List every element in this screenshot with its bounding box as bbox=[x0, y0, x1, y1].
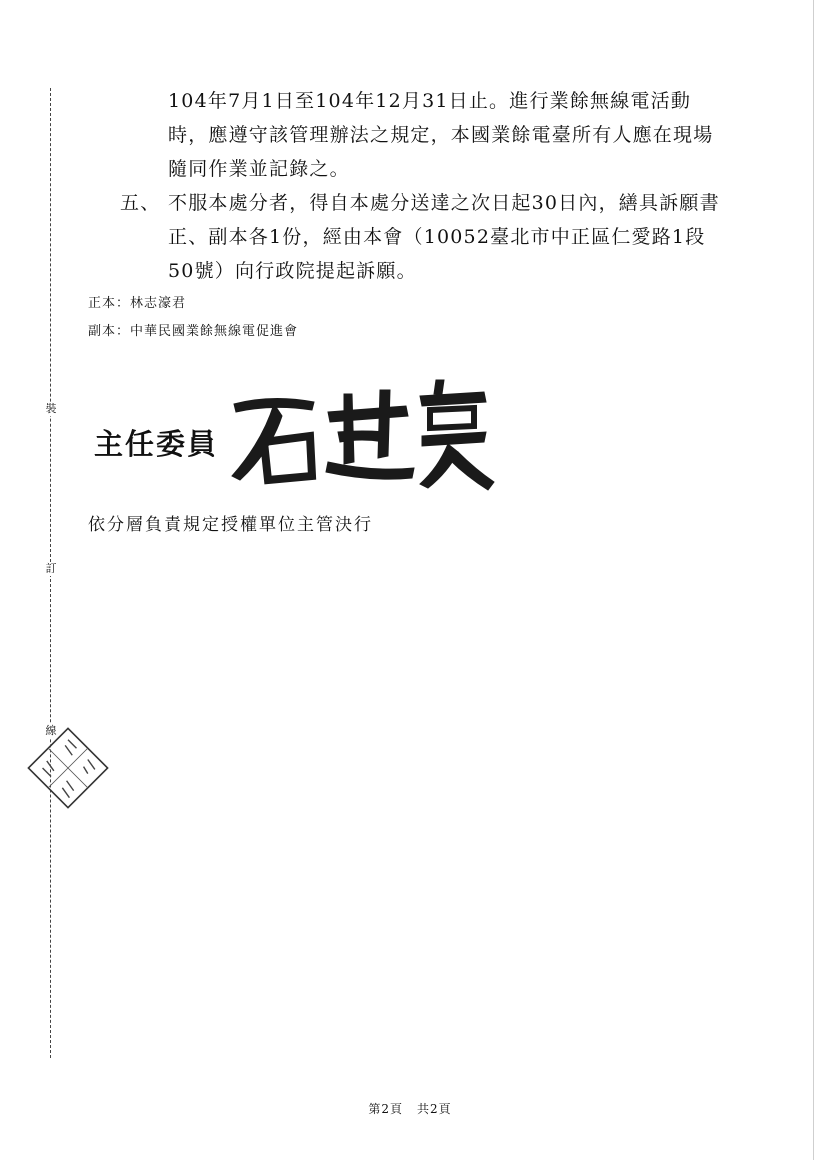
signer-title: 主任委員 bbox=[94, 427, 219, 461]
official-seal-stamp bbox=[20, 720, 116, 816]
signature-seal bbox=[222, 372, 502, 496]
binding-mark-line: 線 bbox=[42, 724, 60, 738]
list-item-5 bbox=[120, 186, 720, 288]
delegation-note: 依分層負責規定授權單位主管決行 bbox=[88, 515, 373, 535]
original-recipient: 正本：林志濠君 bbox=[88, 296, 187, 311]
list-item-text: 不服本處分者，得自本處分送達之次日起30日內，繕具訴願書正、副本各1份，經由本會（10052臺北市中正區仁愛路1段50號）向行政院提起訴願。 bbox=[168, 192, 720, 282]
copy-recipient: 副本：中華民國業餘無線電促進會 bbox=[88, 324, 299, 339]
paragraph-continued: 104年7月1日至104年12月31日止。進行業餘無線電活動時，應遵守該管理辦法之規定，本國業餘電臺所有人應在現場隨同作業並記錄之。 bbox=[168, 90, 714, 180]
page-footer bbox=[0, 1100, 820, 1117]
page-total: 共2頁 bbox=[417, 1102, 452, 1116]
signature-block bbox=[94, 372, 514, 496]
binding-mark-staple: 訂 bbox=[42, 562, 60, 576]
scan-edge bbox=[813, 0, 814, 1160]
page-number: 第2頁 bbox=[368, 1102, 403, 1116]
list-item-number: 五、 bbox=[120, 192, 161, 214]
document-body bbox=[120, 84, 720, 288]
binding-mark-bind: 裝 bbox=[42, 402, 60, 416]
copies-block bbox=[88, 290, 298, 346]
